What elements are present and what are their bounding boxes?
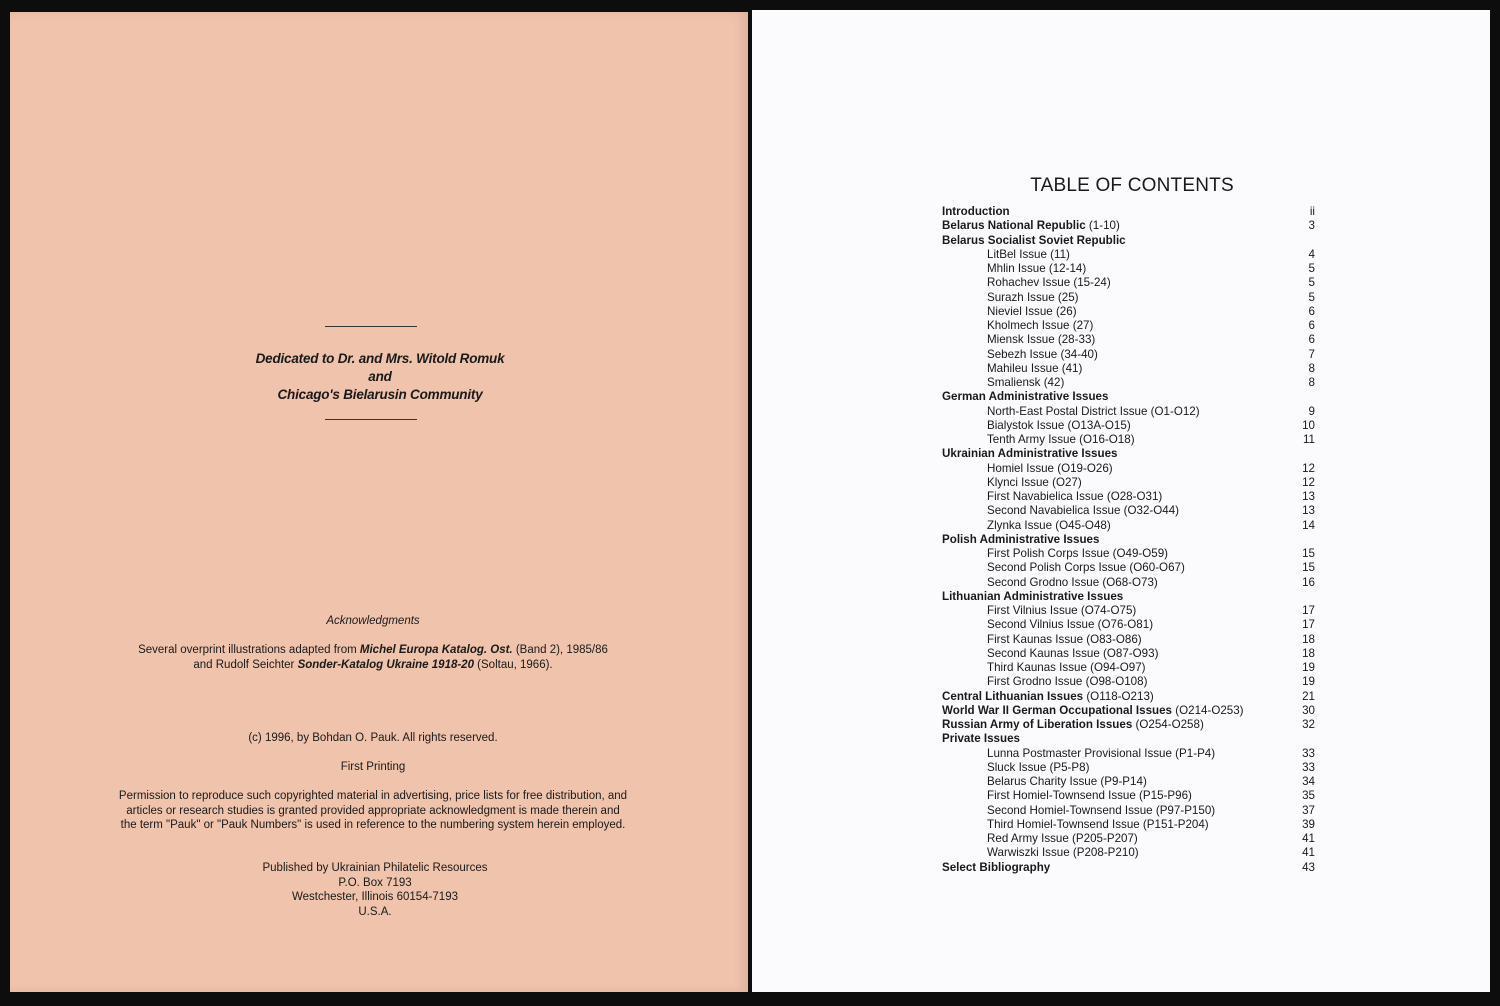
- toc-entry-page: 6: [1308, 333, 1315, 347]
- toc-entry-page: 16: [1302, 575, 1315, 589]
- toc-entry-text: Tenth Army Issue (O16-O18): [987, 433, 1135, 446]
- toc-entry: [942, 333, 1317, 347]
- toc-entry-text: (1-10): [1085, 219, 1120, 233]
- toc-entry-page: 32: [1302, 718, 1315, 731]
- toc-entry: [942, 519, 1317, 533]
- toc-entry-label: [987, 333, 1095, 347]
- toc-entry: [942, 718, 1317, 732]
- toc-entry-text: Mahileu Issue (41): [987, 361, 1083, 375]
- left-page: [10, 12, 748, 992]
- toc-entry: [942, 319, 1317, 333]
- toc-entry-page: 6: [1308, 319, 1315, 332]
- dedication-line-1: Dedicated to Dr. and Mrs. Witold Romuk: [255, 351, 505, 366]
- toc-entry-page: 15: [1302, 561, 1315, 575]
- toc-entry-label: [987, 476, 1082, 490]
- toc-entry-label: [987, 291, 1079, 305]
- toc-entry-text: Miensk Issue (28-33): [987, 333, 1096, 347]
- toc-entry: [942, 704, 1317, 718]
- toc-entry-label: [942, 690, 1154, 704]
- toc-entry: [942, 775, 1317, 789]
- toc-entry-text: Sebezh Issue (34-40): [987, 347, 1098, 361]
- acknowledgments-text: [10, 643, 736, 673]
- toc-entry: [942, 419, 1317, 433]
- toc-entry-label: [987, 804, 1215, 818]
- toc-entry-page: 19: [1302, 675, 1315, 689]
- toc-entry-text: Third Homiel-Townsend Issue (P151-P204): [987, 817, 1209, 831]
- toc-entry-text: Lunna Postmaster Provisional Issue (P1-P4): [987, 746, 1216, 760]
- toc-entry-label: [942, 861, 1050, 875]
- toc-entry-label: [987, 761, 1089, 775]
- toc-entry-page: 13: [1302, 504, 1315, 518]
- toc-entry-label: [987, 576, 1158, 590]
- toc-entry: [942, 789, 1317, 803]
- toc-entry-heading: Polish Administrative Issues: [942, 532, 1100, 546]
- ack-text-4: (Soltau, 1966).: [473, 659, 553, 671]
- toc-entry-label: [987, 775, 1147, 789]
- toc-entry-label: [987, 818, 1209, 832]
- toc-entry: [942, 504, 1317, 518]
- toc-entry-page: 14: [1302, 518, 1315, 532]
- toc-entry: [942, 661, 1317, 675]
- toc-entry-text: Belarus Charity Issue (P9-P14): [987, 775, 1147, 788]
- toc-entry-label: [987, 490, 1162, 504]
- toc-entry-text: Nieviel Issue (26): [987, 304, 1077, 318]
- toc-entry-label: [987, 832, 1138, 846]
- toc-entry: [942, 405, 1317, 419]
- toc-entry: [942, 490, 1317, 504]
- toc-entry-text: (O118-O213): [1083, 689, 1154, 703]
- toc-entry-text: Zlynka Issue (O45-O48): [987, 518, 1111, 532]
- toc-entry-label: [987, 248, 1070, 262]
- toc-entry: [942, 305, 1317, 319]
- toc-entry-page: 41: [1302, 832, 1315, 845]
- permission-line-2: articles or research studies is granted provided appropriate acknowledgment is made therein and: [126, 804, 620, 817]
- toc-entry-page: 19: [1302, 661, 1315, 674]
- toc-entry-page: 35: [1302, 789, 1315, 803]
- toc-entry: [942, 690, 1317, 704]
- toc-entry-page: 34: [1302, 775, 1315, 788]
- toc-entry-page: 39: [1302, 817, 1315, 831]
- toc-entry-heading: Russian Army of Liberation Issues: [942, 718, 1133, 731]
- toc-entry-label: [987, 661, 1146, 675]
- toc-entry-label: [987, 362, 1082, 376]
- toc-entry-label: [942, 533, 1099, 547]
- toc-entry-page: 33: [1302, 746, 1315, 760]
- toc-entry-label: [987, 504, 1179, 518]
- toc-entry: [942, 732, 1317, 746]
- toc-entry-text: Kholmech Issue (27): [987, 319, 1094, 332]
- toc-entry-text: North-East Postal District Issue (O1-O12): [987, 404, 1200, 418]
- toc-entry: [942, 348, 1317, 362]
- toc-entry-page: 4: [1308, 247, 1315, 261]
- toc-entry: [942, 561, 1317, 575]
- divider-bottom: [325, 419, 417, 420]
- toc-entry: [942, 476, 1317, 490]
- right-page: [752, 10, 1490, 992]
- toc-entry-label: [942, 704, 1244, 718]
- toc-entry-text: Mhlin Issue (12-14): [987, 262, 1087, 275]
- publisher-line-2: P.O. Box 7193: [338, 876, 412, 889]
- toc-entry-page: 10: [1302, 418, 1315, 432]
- toc-entry-page: 33: [1302, 760, 1315, 774]
- toc-entry-heading: Central Lithuanian Issues: [942, 689, 1084, 703]
- toc-entry-page: 7: [1308, 347, 1315, 361]
- toc-entry-text: Third Kaunas Issue (O94-O97): [987, 661, 1146, 674]
- toc-entry-label: [987, 405, 1200, 419]
- publisher-line-1: Published by Ukrainian Philatelic Resources: [262, 862, 488, 874]
- toc-entry-text: First Grodno Issue (O98-O108): [987, 675, 1148, 689]
- toc-entry-label: [987, 433, 1135, 447]
- toc-entry: [942, 647, 1317, 661]
- toc-entry-label: [987, 547, 1168, 561]
- toc-entry-text: Rohachev Issue (15-24): [987, 276, 1111, 290]
- toc-entry: [942, 219, 1317, 233]
- toc-entry: [942, 818, 1317, 832]
- toc-entry-text: LitBel Issue (11): [987, 247, 1070, 261]
- toc-entry-label: [987, 675, 1147, 689]
- ack-line-2: [10, 658, 736, 673]
- ack-text-3: and Rudolf Seichter: [193, 659, 298, 671]
- toc-entry-label: [987, 618, 1153, 632]
- ack-book-2: Sonder-Katalog Ukraine 1918-20: [297, 659, 474, 671]
- toc-entry-text: (O254-O258): [1132, 718, 1204, 731]
- permission-line-3: the term "Pauk" or "Pauk Numbers" is used in reference to the numbering system herein employed.: [120, 819, 626, 831]
- toc-entry-text: Second Homiel-Townsend Issue (P97-P150): [987, 803, 1216, 817]
- toc-entry-label: [987, 419, 1131, 433]
- toc-entry-page: 18: [1302, 632, 1315, 646]
- toc-entry-text: (O214-O253): [1172, 703, 1244, 717]
- toc-entry-label: [942, 732, 1020, 746]
- toc-entry-text: First Kaunas Issue (O83-O86): [987, 632, 1142, 646]
- toc-entry-label: [942, 590, 1123, 604]
- toc-entry-heading: Belarus Socialist Soviet Republic: [942, 233, 1126, 247]
- divider-top: [325, 326, 417, 327]
- toc-entry-page: 3: [1308, 219, 1315, 233]
- toc-entry-page: 30: [1302, 703, 1315, 717]
- toc-entry: [942, 462, 1317, 476]
- toc-entry-text: Second Grodno Issue (O68-O73): [987, 575, 1158, 589]
- toc-entry-page: 5: [1308, 276, 1315, 290]
- dedication-line-3: Chicago's Bielarusin Community: [277, 387, 483, 402]
- toc-entry-page: 8: [1308, 376, 1315, 389]
- toc-entry: [942, 590, 1317, 604]
- toc-entry-label: [987, 262, 1086, 276]
- toc-entry-label: [987, 462, 1113, 476]
- toc-entry-text: Second Polish Corps Issue (O60-O67): [987, 561, 1185, 575]
- toc-entry: [942, 761, 1317, 775]
- toc-entry: [942, 433, 1317, 447]
- toc-entry-heading: Belarus National Republic: [942, 219, 1086, 233]
- publisher-line-4: U.S.A.: [358, 905, 392, 918]
- toc-entry-heading: Introduction: [942, 205, 1010, 218]
- toc-entry: [942, 618, 1317, 632]
- publisher-line-3: Westchester, Illinois 60154-7193: [292, 891, 458, 903]
- toc-entry-label: [942, 718, 1204, 732]
- toc-entry: [942, 291, 1317, 305]
- toc-entry: [942, 234, 1317, 248]
- toc-entry-page: 17: [1302, 618, 1315, 632]
- toc-title: TABLE OF CONTENTS: [1030, 175, 1234, 196]
- toc-entry-page: 9: [1308, 404, 1315, 418]
- toc-entry-text: Second Vilnius Issue (O76-O81): [987, 618, 1154, 632]
- table-of-contents: [942, 205, 1317, 875]
- toc-entry-page: 12: [1302, 475, 1315, 489]
- toc-entry-text: Klynci Issue (O27): [987, 475, 1082, 489]
- toc-entry-text: Red Army Issue (P205-P207): [987, 832, 1138, 845]
- toc-entry: [942, 846, 1317, 860]
- toc-entry-page: 13: [1302, 490, 1315, 503]
- toc-entry: [942, 675, 1317, 689]
- toc-entry: [942, 547, 1317, 561]
- toc-entry-heading: Private Issues: [942, 732, 1020, 746]
- toc-entry: [942, 276, 1317, 290]
- toc-entry-label: [987, 305, 1077, 319]
- ack-text-1: Several overprint illustrations adapted from: [138, 644, 360, 656]
- toc-entry-page: 5: [1308, 290, 1315, 304]
- toc-entry-label: [987, 789, 1192, 803]
- toc-entry-page: 6: [1308, 304, 1315, 318]
- toc-entry-page: 37: [1302, 803, 1315, 817]
- toc-entry: [942, 376, 1317, 390]
- toc-entry: [942, 861, 1317, 875]
- toc-entry: [942, 248, 1317, 262]
- toc-entry-text: First Polish Corps Issue (O49-O59): [987, 547, 1169, 560]
- toc-entry-text: Warwiszki Issue (P208-P210): [987, 846, 1139, 860]
- toc-entry-text: Surazh Issue (25): [987, 290, 1079, 304]
- toc-entry-page: 12: [1302, 461, 1315, 475]
- toc-entry-label: [987, 376, 1064, 390]
- ack-text-2: (Band 2), 1985/86: [512, 644, 608, 656]
- toc-entry: [942, 205, 1317, 219]
- toc-entry: [942, 390, 1317, 404]
- toc-entry-label: [987, 747, 1215, 761]
- toc-entry-label: [987, 276, 1111, 290]
- toc-entry: [942, 362, 1317, 376]
- dedication: [210, 350, 550, 404]
- toc-entry: [942, 747, 1317, 761]
- toc-entry-page: 21: [1302, 689, 1315, 703]
- permission-line-1: Permission to reproduce such copyrighted material in advertising, price lists for free distribution, and: [118, 790, 628, 802]
- toc-entry-text: First Navabielica Issue (O28-O31): [987, 490, 1163, 503]
- toc-entry: [942, 533, 1317, 547]
- toc-entry-page: ii: [1309, 205, 1315, 218]
- toc-entry-text: Bialystok Issue (O13A-O15): [987, 418, 1131, 432]
- acknowledgments-title: Acknowledgments: [326, 615, 420, 627]
- toc-entry-text: Sluck Issue (P5-P8): [987, 760, 1090, 774]
- toc-entry-label: [987, 846, 1139, 860]
- toc-entry: [942, 633, 1317, 647]
- toc-entry-text: Second Kaunas Issue (O87-O93): [987, 646, 1159, 660]
- ack-line-1: [10, 643, 736, 658]
- toc-entry: [942, 804, 1317, 818]
- toc-entry-label: [942, 390, 1108, 404]
- toc-entry-heading: Select Bibliography: [942, 860, 1051, 874]
- toc-entry-page: 18: [1302, 646, 1315, 660]
- toc-entry-page: 15: [1302, 547, 1315, 560]
- toc-entry-text: First Vilnius Issue (O74-O75): [987, 604, 1137, 617]
- toc-entry: [942, 604, 1317, 618]
- toc-entry-text: Second Navabielica Issue (O32-O44): [987, 504, 1180, 518]
- toc-entry-label: [987, 348, 1098, 362]
- toc-entry: [942, 576, 1317, 590]
- toc-entry-label: [942, 234, 1126, 248]
- toc-entry-page: 41: [1302, 846, 1315, 860]
- toc-entry-label: [942, 447, 1117, 461]
- publisher-info: [10, 861, 740, 919]
- toc-entry: [942, 262, 1317, 276]
- copyright-notice: (c) 1996, by Bohdan O. Pauk. All rights reserved.: [248, 732, 498, 744]
- toc-entry: [942, 447, 1317, 461]
- toc-entry-label: [942, 219, 1120, 233]
- toc-entry-page: 5: [1308, 262, 1315, 275]
- toc-entry-page: 8: [1308, 361, 1315, 375]
- toc-entry-page: 17: [1302, 604, 1315, 617]
- toc-entry-label: [942, 205, 1010, 219]
- ack-book-1: Michel Europa Katalog. Ost.: [359, 644, 513, 656]
- toc-entry-label: [987, 647, 1158, 661]
- toc-entry-heading: German Administrative Issues: [942, 390, 1109, 404]
- permission-notice: [80, 789, 666, 833]
- toc-entry-label: [987, 604, 1136, 618]
- toc-entry-page: 11: [1302, 433, 1315, 446]
- toc-entry-label: [987, 319, 1093, 333]
- toc-entry-label: [987, 633, 1142, 647]
- toc-entry-page: 43: [1302, 860, 1315, 874]
- toc-entry-heading: World War II German Occupational Issues: [942, 703, 1173, 717]
- toc-entry-heading: Lithuanian Administrative Issues: [942, 589, 1124, 603]
- toc-entry-text: First Homiel-Townsend Issue (P15-P96): [987, 789, 1192, 803]
- toc-entry-label: [987, 561, 1185, 575]
- dedication-line-2: and: [368, 369, 392, 384]
- toc-entry-text: Smaliensk (42): [987, 376, 1065, 389]
- toc-entry: [942, 832, 1317, 846]
- toc-entry-label: [987, 519, 1111, 533]
- toc-entry-text: Homiel Issue (O19-O26): [987, 461, 1113, 475]
- printing-note: First Printing: [340, 761, 406, 773]
- toc-entry-heading: Ukrainian Administrative Issues: [942, 447, 1118, 461]
